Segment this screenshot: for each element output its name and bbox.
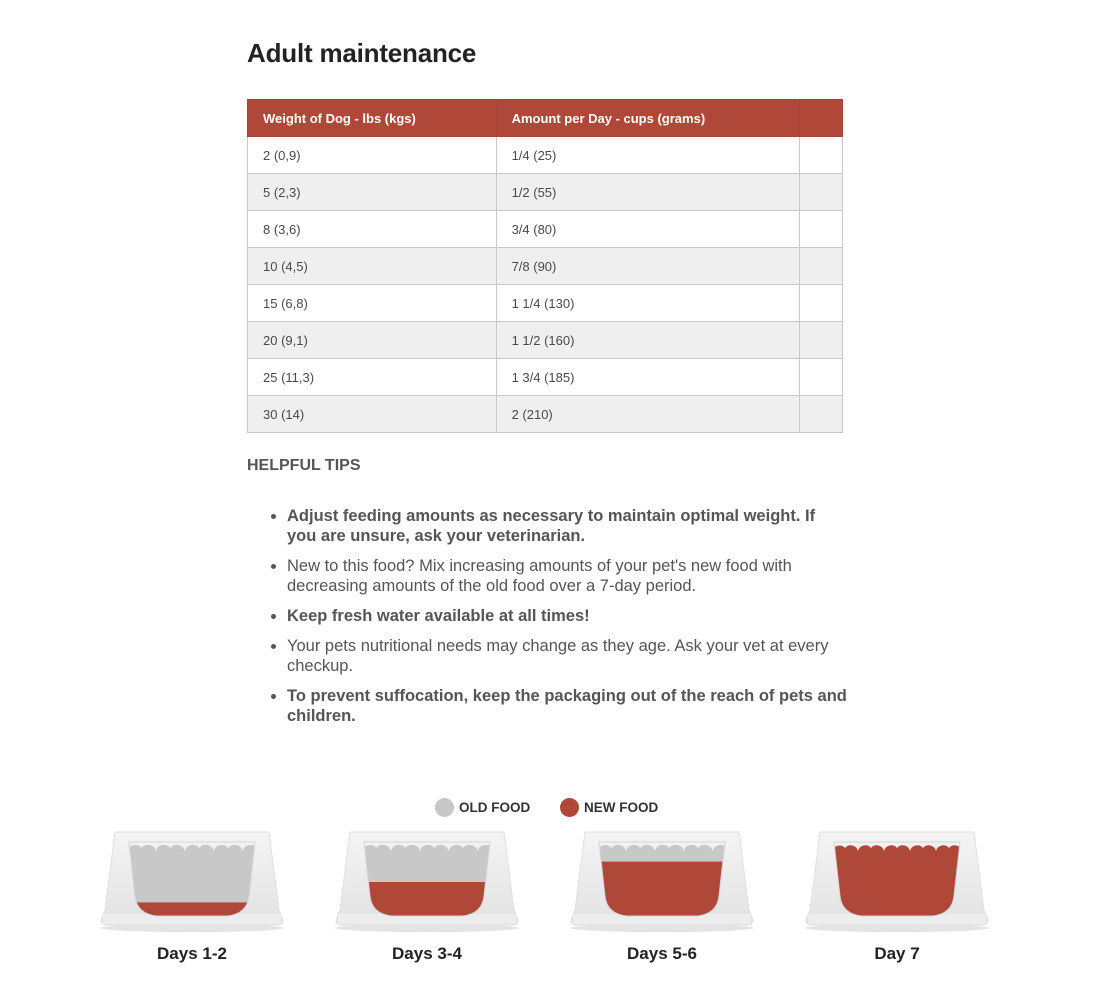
empty-cell	[800, 248, 843, 285]
new-food-dot-icon	[560, 798, 579, 817]
amount-cell: 1 1/4 (130)	[496, 285, 799, 322]
tip-item: • Adjust feeding amounts as necessary to maintain optimal weight. If you are unsure, ask your veterinarian.	[287, 506, 847, 546]
table-header-row	[248, 100, 843, 137]
empty-cell	[800, 137, 843, 174]
food-bowl-icon	[97, 828, 287, 936]
amount-cell: 1/4 (25)	[496, 137, 799, 174]
old-food-dot-icon	[435, 798, 454, 817]
table-row	[248, 359, 843, 396]
bowl-days-1-2	[97, 828, 287, 936]
amount-cell: 1/2 (55)	[496, 174, 799, 211]
bowl-days-3-4	[332, 828, 522, 936]
tip-item: • To prevent suffocation, keep the packaging out of the reach of pets and children.	[287, 686, 847, 726]
empty-cell	[800, 322, 843, 359]
bowl-label: Days 3-4	[392, 944, 462, 963]
legend-new-food	[560, 795, 658, 819]
page-title: Adult maintenance	[247, 38, 477, 68]
bowl-day-7	[802, 828, 992, 936]
bowl-label: Days 5-6	[627, 944, 697, 963]
weight-cell: 8 (3,6)	[248, 211, 497, 248]
empty-cell	[800, 211, 843, 248]
empty-column-header	[800, 100, 843, 137]
weight-cell: 30 (14)	[248, 396, 497, 433]
empty-cell	[800, 285, 843, 322]
table-row	[248, 211, 843, 248]
bowl-label: Days 1-2	[157, 944, 227, 963]
amount-cell: 1 1/2 (160)	[496, 322, 799, 359]
weight-column-header: Weight of Dog - lbs (kgs)	[248, 100, 497, 137]
legend-new-food-label: NEW FOOD	[584, 799, 659, 815]
legend-old-food	[435, 795, 530, 819]
tip-item: • Your pets nutritional needs may change as they age. Ask your vet at every checkup.	[287, 636, 847, 676]
food-bowl-icon	[567, 828, 757, 936]
weight-cell: 15 (6,8)	[248, 285, 497, 322]
weight-cell: 5 (2,3)	[248, 174, 497, 211]
empty-cell	[800, 359, 843, 396]
empty-cell	[800, 174, 843, 211]
helpful-tips-heading: HELPFUL TIPS	[247, 457, 361, 474]
table-row	[248, 174, 843, 211]
table-row	[248, 322, 843, 359]
bowl-label: Day 7	[874, 944, 920, 963]
food-bowl-icon	[332, 828, 522, 936]
weight-cell: 2 (0,9)	[248, 137, 497, 174]
feeding-table	[247, 99, 843, 433]
weight-cell: 25 (11,3)	[248, 359, 497, 396]
weight-cell: 20 (9,1)	[248, 322, 497, 359]
table-row	[248, 248, 843, 285]
food-legend	[0, 795, 1110, 819]
amount-cell: 2 (210)	[496, 396, 799, 433]
table-row	[248, 396, 843, 433]
food-bowl-icon	[802, 828, 992, 936]
amount-cell: 3/4 (80)	[496, 211, 799, 248]
legend-old-food-label: OLD FOOD	[459, 799, 531, 815]
tip-item: • New to this food? Mix increasing amounts of your pet's new food with decreasing amounts of the old food over a 7-day period.	[287, 556, 847, 596]
bowl-days-5-6	[567, 828, 757, 936]
empty-cell	[800, 396, 843, 433]
weight-cell: 10 (4,5)	[248, 248, 497, 285]
amount-column-header: Amount per Day - cups (grams)	[496, 100, 799, 137]
amount-cell: 1 3/4 (185)	[496, 359, 799, 396]
amount-cell: 7/8 (90)	[496, 248, 799, 285]
table-row	[248, 137, 843, 174]
table-row	[248, 285, 843, 322]
tips-list	[247, 506, 847, 736]
tip-item: • Keep fresh water available at all times!	[287, 606, 847, 626]
